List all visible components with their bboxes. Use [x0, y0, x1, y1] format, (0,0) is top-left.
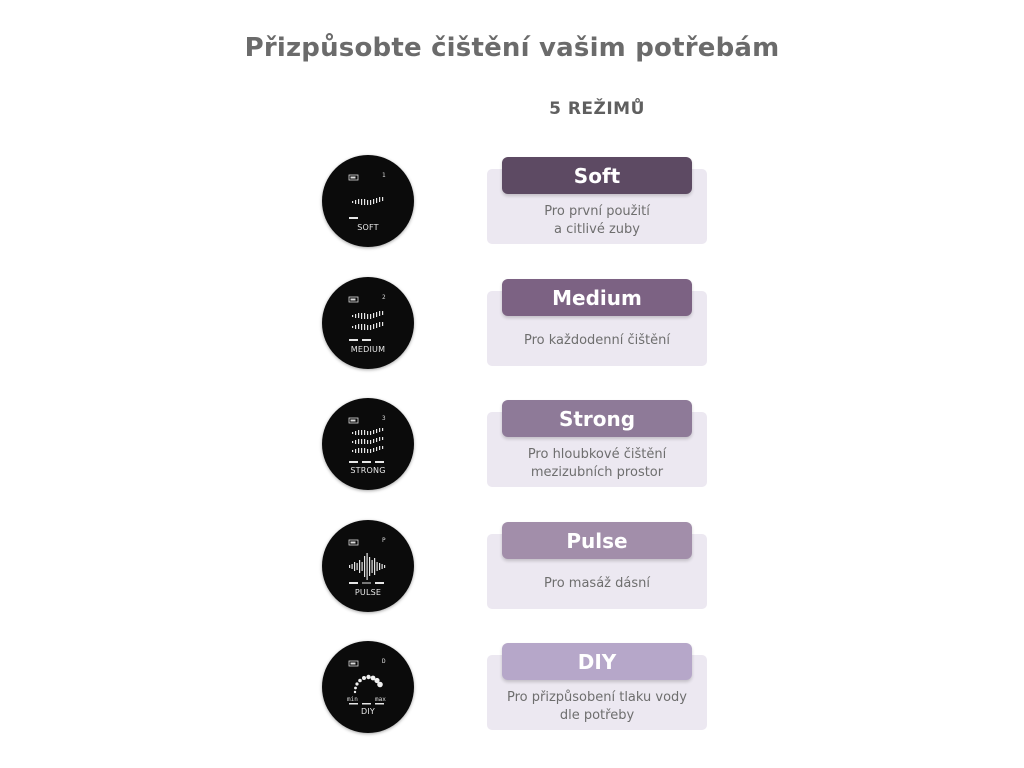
mode-display-pulse [322, 520, 414, 612]
mode-screen-label-strong: STRONG [350, 466, 386, 475]
mode-screen-label-diy: DIY [360, 707, 375, 716]
medium-wave-icon [322, 277, 414, 369]
mode-pulse [0, 520, 1024, 620]
page-title: Přizpůsobte čištění vašim potřebám [244, 33, 780, 63]
diy-dial-icon [322, 641, 414, 733]
strong-wave-icon [322, 398, 414, 490]
mode-description-strong-line1: Pro hloubkové čištění [527, 447, 667, 462]
mode-description-diy-line1: Pro přizpůsobení tlaku vody [506, 690, 687, 705]
mode-display-diy [322, 641, 414, 733]
mode-description-pulse-line1: Pro masáž dásní [544, 576, 650, 591]
mode-strong [0, 398, 1024, 498]
mode-diy [0, 641, 1024, 741]
mode-title-medium: Medium [502, 279, 692, 316]
page-subtitle: 5 REŽIMŮ [549, 99, 645, 119]
mode-description-strong-line2: mezizubních prostor [530, 465, 664, 480]
mode-display-medium [322, 277, 414, 369]
mode-title-soft: Soft [502, 157, 692, 194]
mode-screen-label-soft: SOFT [357, 223, 379, 232]
mode-number-strong: 3 [382, 415, 386, 422]
mode-soft [0, 155, 1024, 255]
mode-medium [0, 277, 1024, 377]
mode-number-medium: 2 [382, 294, 386, 301]
mode-screen-label-medium: MEDIUM [350, 345, 386, 354]
mode-number-diy: D [382, 658, 386, 665]
mode-title-diy: DIY [502, 643, 692, 680]
mode-description-soft-line2: a citlivé zuby [553, 222, 640, 237]
mode-title-strong: Strong [502, 400, 692, 437]
diy-max-label: max [375, 696, 386, 703]
mode-display-soft [322, 155, 414, 247]
mode-number-soft: 1 [382, 172, 386, 179]
mode-description-diy-line2: dle potřeby [559, 708, 635, 723]
soft-wave-icon [322, 155, 414, 247]
mode-description-medium-line1: Pro každodenní čištění [523, 333, 670, 348]
mode-description-soft-line1: Pro první použití [544, 204, 650, 219]
mode-display-strong [322, 398, 414, 490]
diy-min-label: min [347, 696, 358, 703]
mode-title-pulse: Pulse [502, 522, 692, 559]
mode-screen-label-pulse: PULSE [354, 588, 382, 597]
pulse-wave-icon [322, 520, 414, 612]
mode-number-pulse: P [382, 537, 386, 544]
